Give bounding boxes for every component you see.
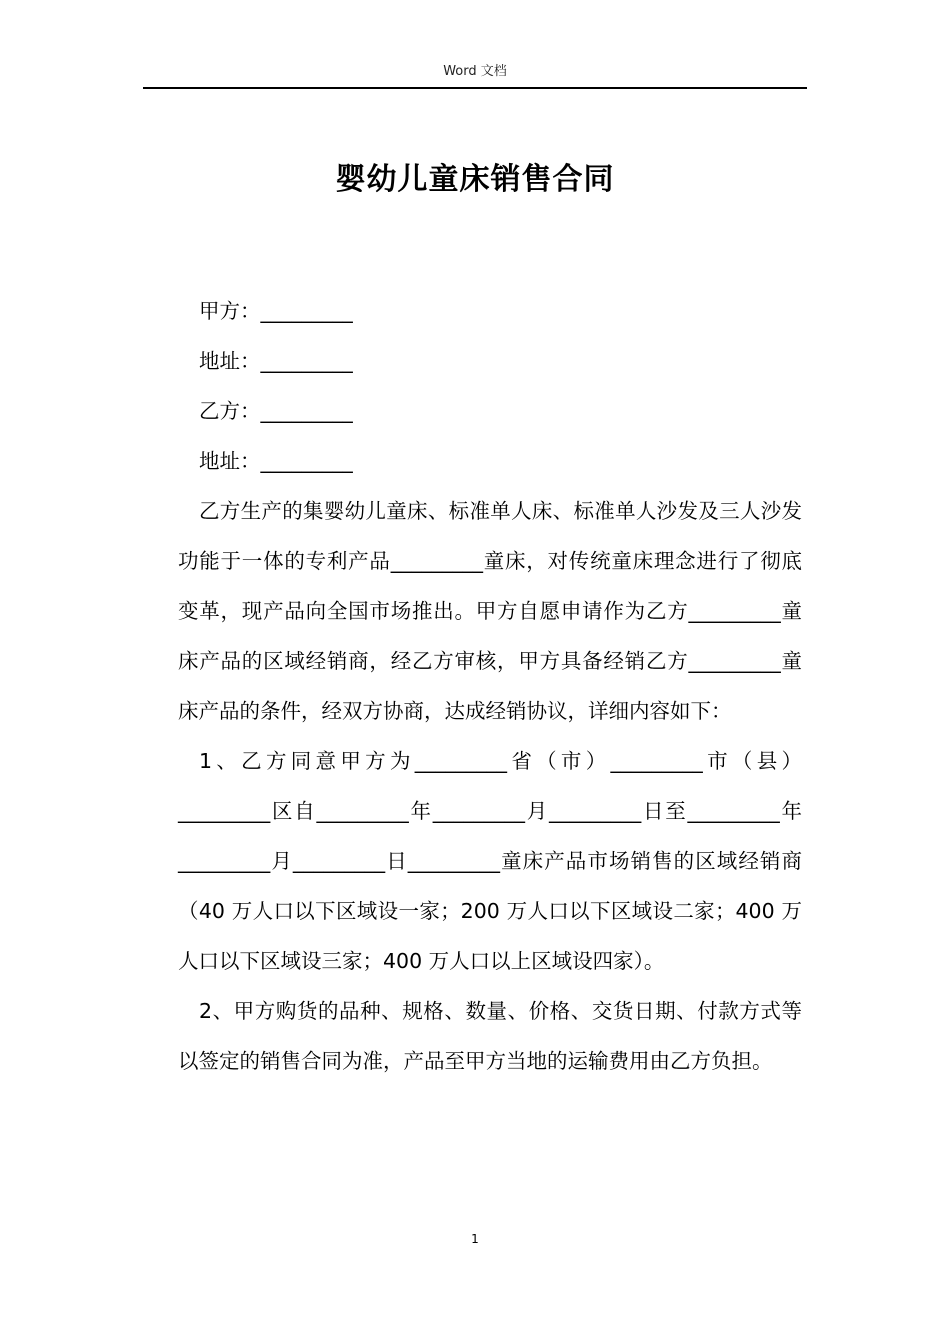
clause-1-paragraph: 1、乙方同意甲方为_________省（市）_________市（县）_________区自_________年_________月_________日至_________年_________月_________日_________童床产品市场销售的区域经销商（40 万人口以下区域设一家；200 万人口以下区域设二家；400 万人口以下区域设三家；400 万人口以上区域设四家）。: [178, 749, 802, 973]
page-header-label: Word 文档: [443, 64, 507, 79]
document-body: [178, 286, 802, 1086]
page-number: 1: [471, 1232, 479, 1246]
party-a-line: 甲方：_________: [199, 299, 353, 323]
party-b-line: 乙方：_________: [199, 399, 353, 423]
header-divider: [143, 87, 807, 89]
document-title: 婴幼儿童床销售合同: [335, 162, 615, 197]
party-b-address-line: 地址：_________: [199, 449, 353, 473]
intro-paragraph: 乙方生产的集婴幼儿童床、标准单人床、标准单人沙发及三人沙发功能于一体的专利产品_________童床，对传统童床理念进行了彻底变革，现产品向全国市场推出。甲方自愿申请作为乙方_________童床产品的区域经销商，经乙方审核，甲方具备经销乙方_________童床产品的条件，经双方协商，达成经销协议，详细内容如下：: [178, 499, 802, 723]
clause-2-paragraph: 2、甲方购货的品种、规格、数量、价格、交货日期、付款方式等以签定的销售合同为准，产品至甲方当地的运输费用由乙方负担。: [178, 999, 802, 1073]
party-a-address-line: 地址：_________: [199, 349, 353, 373]
